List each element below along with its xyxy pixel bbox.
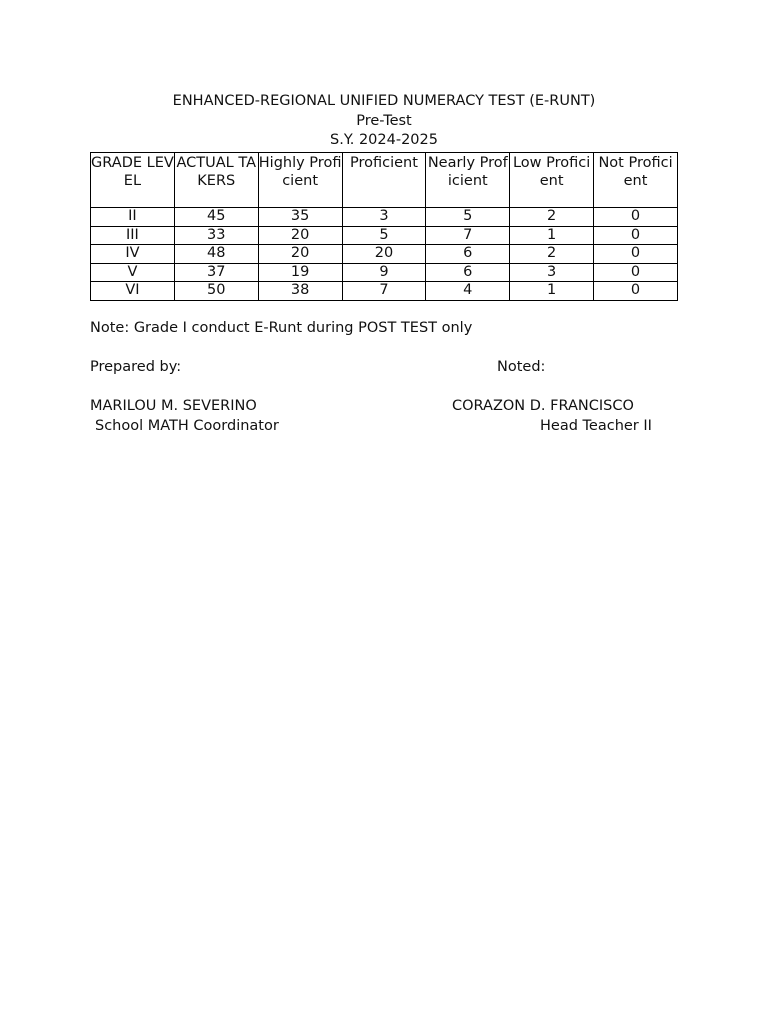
header-not-proficient: Not Proficient <box>594 153 678 208</box>
cell-grade-level: III <box>91 226 175 245</box>
cell-actual-takers: 33 <box>174 226 258 245</box>
cell-grade-level: IV <box>91 245 175 264</box>
cell-proficient: 7 <box>342 282 426 301</box>
cell-actual-takers: 48 <box>174 245 258 264</box>
cell-nearly-proficient: 7 <box>426 226 510 245</box>
cell-low-proficient: 3 <box>510 263 594 282</box>
cell-proficient: 5 <box>342 226 426 245</box>
noter-role: Head Teacher II <box>540 418 652 434</box>
prepared-by-label: Prepared by: <box>90 359 182 375</box>
header-low-proficient: Low Proficient <box>510 153 594 208</box>
cell-highly-proficient: 20 <box>258 226 342 245</box>
note-text: Note: Grade I conduct E-Runt during POST TEST only <box>90 320 473 336</box>
cell-actual-takers: 50 <box>174 282 258 301</box>
table-row <box>91 245 678 264</box>
cell-low-proficient: 1 <box>510 282 594 301</box>
cell-nearly-proficient: 6 <box>426 245 510 264</box>
title-block <box>0 92 768 151</box>
cell-proficient: 20 <box>342 245 426 264</box>
document-title: ENHANCED-REGIONAL UNIFIED NUMERACY TEST (E-RUNT) <box>172 93 596 109</box>
cell-nearly-proficient: 5 <box>426 208 510 227</box>
results-table <box>90 152 678 301</box>
cell-highly-proficient: 35 <box>258 208 342 227</box>
preparer-role: School MATH Coordinator <box>95 418 279 434</box>
document-subtitle: Pre-Test <box>356 112 412 129</box>
table-row <box>91 263 678 282</box>
cell-not-proficient: 0 <box>594 208 678 227</box>
cell-low-proficient: 1 <box>510 226 594 245</box>
header-actual-takers: ACTUAL TAKERS <box>174 153 258 208</box>
cell-proficient: 9 <box>342 263 426 282</box>
cell-highly-proficient: 38 <box>258 282 342 301</box>
cell-highly-proficient: 19 <box>258 263 342 282</box>
cell-nearly-proficient: 4 <box>426 282 510 301</box>
table-header-row <box>91 153 678 208</box>
cell-not-proficient: 0 <box>594 245 678 264</box>
header-highly-proficient: Highly Proficient <box>258 153 342 208</box>
header-proficient: Proficient <box>342 153 426 208</box>
cell-actual-takers: 45 <box>174 208 258 227</box>
cell-not-proficient: 0 <box>594 263 678 282</box>
table-row <box>91 208 678 227</box>
header-nearly-proficient: Nearly Proficient <box>426 153 510 208</box>
header-grade-level: GRADE LEVEL <box>91 153 175 208</box>
cell-grade-level: II <box>91 208 175 227</box>
noter-name: CORAZON D. FRANCISCO <box>452 398 634 414</box>
table-row <box>91 226 678 245</box>
cell-not-proficient: 0 <box>594 226 678 245</box>
cell-actual-takers: 37 <box>174 263 258 282</box>
cell-nearly-proficient: 6 <box>426 263 510 282</box>
cell-low-proficient: 2 <box>510 208 594 227</box>
cell-grade-level: V <box>91 263 175 282</box>
preparer-name: MARILOU M. SEVERINO <box>90 398 257 414</box>
cell-low-proficient: 2 <box>510 245 594 264</box>
noted-label: Noted: <box>497 359 546 375</box>
cell-grade-level: VI <box>91 282 175 301</box>
cell-highly-proficient: 20 <box>258 245 342 264</box>
cell-proficient: 3 <box>342 208 426 227</box>
table-row <box>91 282 678 301</box>
school-year: S.Y. 2024-2025 <box>330 132 438 148</box>
cell-not-proficient: 0 <box>594 282 678 301</box>
